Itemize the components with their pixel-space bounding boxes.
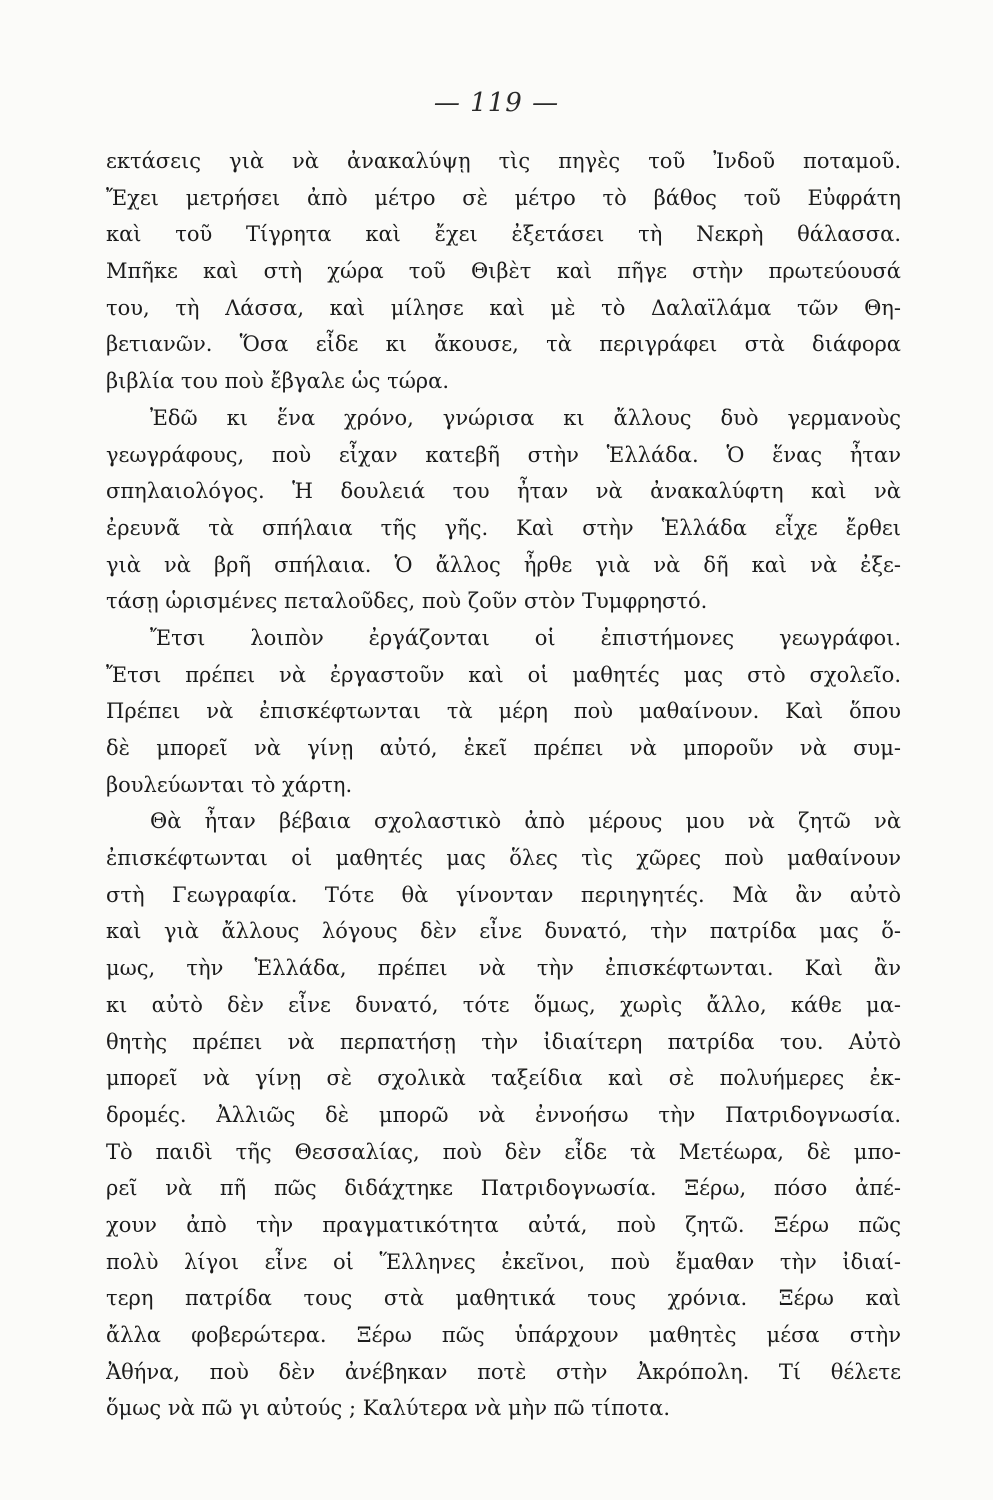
text-line: Ἔχει μετρήσει ἀπὸ μέτρο σὲ μέτρο τὸ βάθος τοῦ Εὐφράτη [106,185,901,210]
text-line: Μπῆκε καὶ στὴ χώρα τοῦ Θιβὲτ καὶ πῆγε στὴν πρωτεύουσά [106,259,901,284]
text-line: ἄλλα φοβερώτερα. Ξέρω πῶς ὑπάρχουν μαθητὲς μέσα στὴν [106,1323,901,1347]
text-line: δὲ μπορεῖ νὰ γίνῃ αὐτό, ἐκεῖ πρέπει νὰ μποροῦν νὰ συμ- [106,736,901,760]
text-line: εκτάσεις γιὰ νὰ ἀνακαλύψῃ τὶς πηγὲς τοῦ Ἰνδοῦ ποταμοῦ. [106,149,901,173]
text-line: βιβλία του ποὺ ἔβγαλε ὡς τώρα. [106,369,450,394]
text-line: ἐρευνᾶ τὰ σπήλαια τῆς γῆς. Καὶ στὴν Ἑλλάδα εἶχε ἔρθει [106,515,901,540]
text-line: σπηλαιολόγος. Ἡ δουλειά του ἦταν νὰ ἀνακαλύφτη καὶ νὰ [106,479,901,504]
text-line: στὴ Γεωγραφία. Τότε θὰ γίνονταν περιηγητές. Μὰ ἂν αὐτὸ [106,882,901,907]
text-line: κι αὐτὸ δὲν εἶνε δυνατό, τότε ὅμως, χωρὶς ἄλλο, κάθε μα- [106,992,901,1017]
text-line: γεωγράφους, ποὺ εἶχαν κατεβῆ στὴν Ἑλλάδα. Ὁ ἕνας ἦταν [106,442,901,467]
text-line: Ἐδῶ κι ἕνα χρόνο, γνώρισα κι ἄλλους δυὸ γερμανοὺς [150,405,901,430]
text-line: βουλεύωνται τὸ χάρτη. [106,772,353,797]
text-line: Ἔτσι λοιπὸν ἐργάζονται οἱ ἐπιστήμονες γεωγράφοι. [150,625,901,650]
text-line: ὅμως νὰ πῶ γι αὐτούς ; Καλύτερα νὰ μὴν πῶ τίποτα. [106,1396,671,1421]
text-line: γιὰ νὰ βρῆ σπήλαια. Ὁ ἄλλος ἦρθε γιὰ νὰ δῆ καὶ νὰ ἐξε- [106,552,901,577]
text-line: μπορεῖ νὰ γίνῃ σὲ σχολικὰ ταξείδια καὶ σὲ πολυήμερες ἐκ- [106,1066,901,1091]
body-text [106,143,901,1427]
text-line: Τὸ παιδὶ τῆς Θεσσαλίας, ποὺ δὲν εἶδε τὰ Μετέωρα, δὲ μπο- [106,1139,901,1164]
text-line: θητὴς πρέπει νὰ περπατήσῃ τὴν ἰδιαίτερη πατρίδα του. Αὐτὸ [106,1029,901,1054]
text-line: δρομές. Ἀλλιῶς δὲ μπορῶ νὰ ἐννοήσω τὴν Πατριδογνωσία. [106,1102,901,1127]
text-line: του, τὴ Λάσσα, καὶ μίλησε καὶ μὲ τὸ Δαλαϊλάμα τῶν Θη- [106,295,901,320]
text-line: Θὰ ἦταν βέβαια σχολαστικὸ ἀπὸ μέρους μου νὰ ζητῶ νὰ [150,809,901,834]
text-line: πολὺ λίγοι εἶνε οἱ Ἕλληνες ἐκεῖνοι, ποὺ ἔμαθαν τὴν ἰδιαί- [106,1249,901,1274]
text-line: ρεῖ νὰ πῆ πῶς διδάχτηκε Πατριδογνωσία. Ξέρω, πόσο ἀπέ- [106,1176,901,1201]
text-line: τάσῃ ὡρισμένες πεταλοῦδες, ποὺ ζοῦν στὸν Τυμφρηστό. [106,589,708,614]
text-line: βετιανῶν. Ὅσα εἶδε κι ἄκουσε, τὰ περιγράφει στὰ διάφορα [106,332,901,357]
text-line: Ἀθήνα, ποὺ δὲν ἀνέβηκαν ποτὲ στὴν Ἀκρόπολη. Τί θέλετε [106,1359,901,1384]
text-line: καὶ γιὰ ἄλλους λόγους δὲν εἶνε δυνατό, τὴν πατρίδα μας ὅ- [106,919,901,944]
text-line: τερη πατρίδα τους στὰ μαθητικά τους χρόνια. Ξέρω καὶ [106,1286,901,1311]
page-number: — 119 — [433,88,560,118]
text-line: καὶ τοῦ Τίγρητα καὶ ἔχει ἐξετάσει τὴ Νεκρὴ θάλασσα. [106,222,901,247]
text-line: χουν ἀπὸ τὴν πραγματικότητα αὐτά, ποὺ ζητῶ. Ξέρω πῶς [106,1212,901,1237]
text-line: μως, τὴν Ἑλλάδα, πρέπει νὰ τὴν ἐπισκέφτωνται. Καὶ ἂν [106,956,901,981]
text-line: Πρέπει νὰ ἐπισκέφτωνται τὰ μέρη ποὺ μαθαίνουν. Καὶ ὅπου [106,699,901,724]
text-line: ἐπισκέφτωνται οἱ μαθητές μας ὅλες τὶς χῶρες ποὺ μαθαίνουν [106,846,901,871]
text-line: Ἔτσι πρέπει νὰ ἐργαστοῦν καὶ οἱ μαθητές μας στὸ σχολεῖο. [106,662,901,687]
